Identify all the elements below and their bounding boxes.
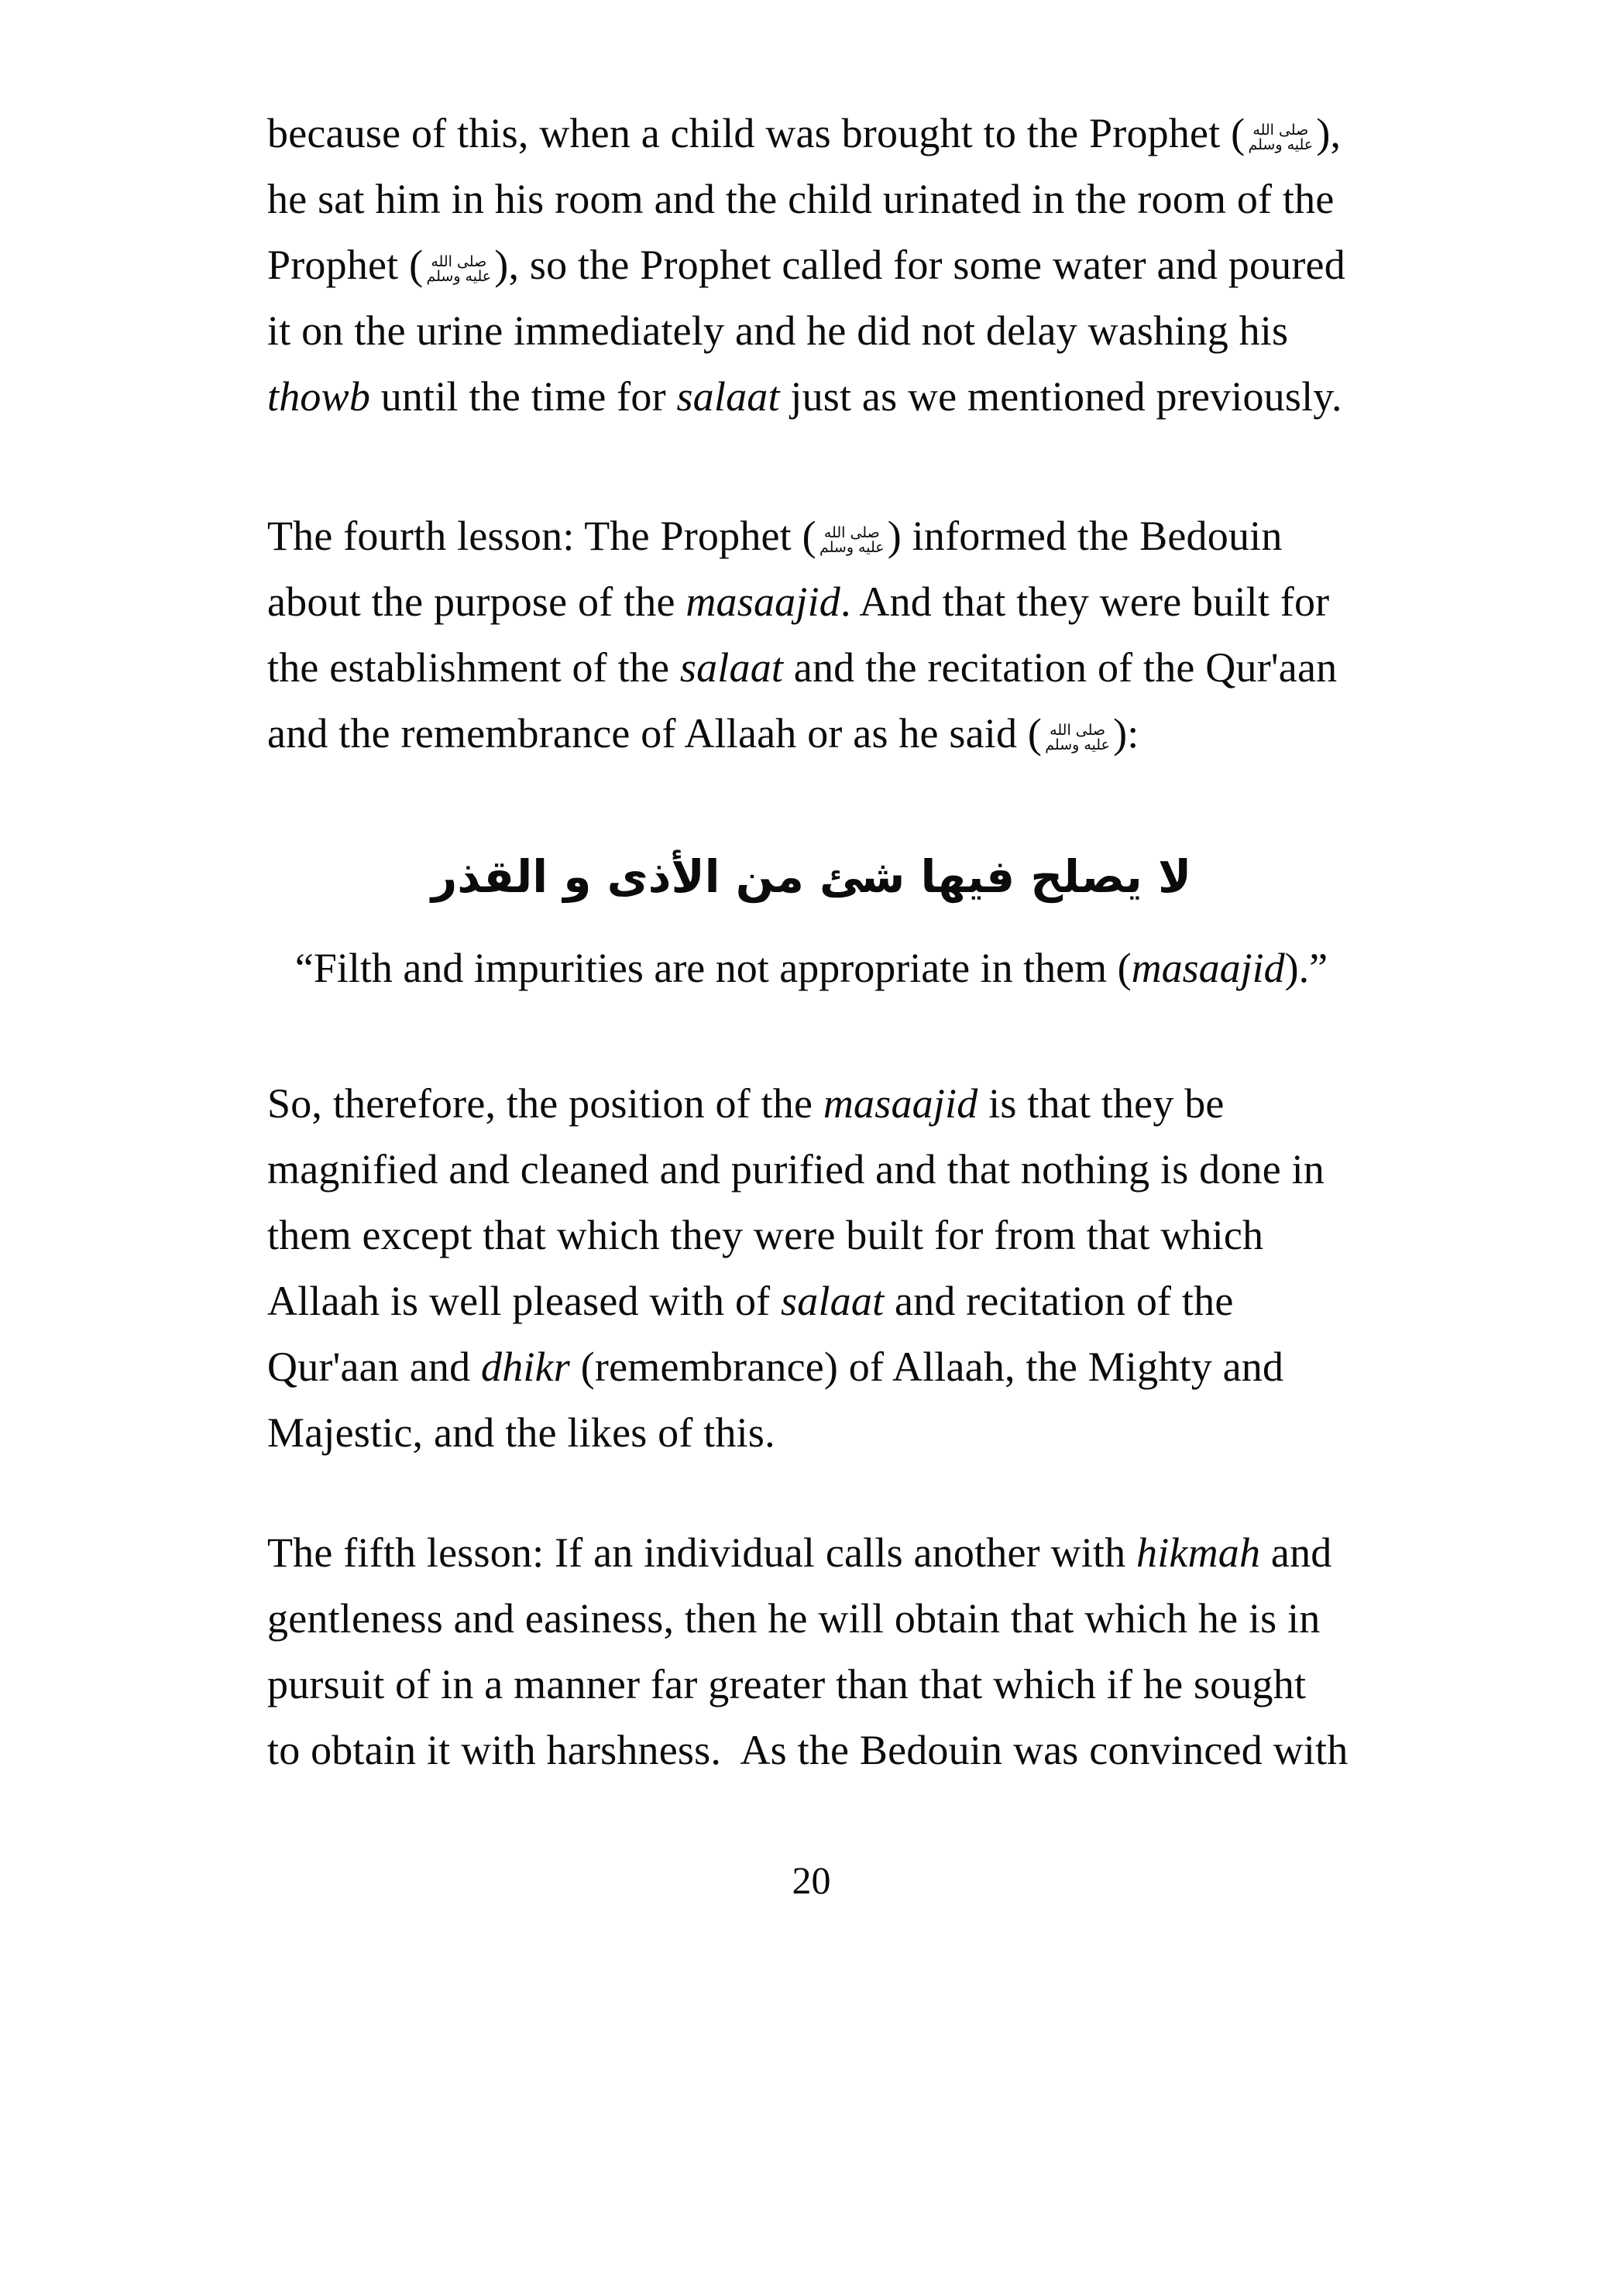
text-run: just as we mentioned previously. bbox=[779, 373, 1342, 420]
text-line bbox=[267, 701, 1355, 767]
text-line bbox=[267, 101, 1355, 166]
text-run: ), so the Prophet called for some water and poured bbox=[494, 242, 1345, 288]
text-line bbox=[267, 1334, 1355, 1400]
italic-term: masaajid bbox=[685, 578, 840, 625]
text-run: about the purpose of the bbox=[267, 578, 686, 625]
text-run: ).” bbox=[1284, 945, 1328, 991]
text-run: and the recitation of the Qur'aan bbox=[783, 644, 1338, 691]
paragraph-1 bbox=[267, 101, 1355, 430]
text-line bbox=[267, 364, 1355, 430]
text-line bbox=[267, 166, 1355, 232]
text-run: and bbox=[1260, 1529, 1332, 1576]
italic-term: salaat bbox=[676, 373, 780, 420]
text-run: the establishment of the bbox=[267, 644, 680, 691]
paragraph-3 bbox=[267, 1071, 1355, 1466]
page-number: 20 bbox=[792, 1858, 831, 1902]
sallallahu-alayhi-wasallam-symbol: صلى الله عليه وسلم bbox=[426, 252, 492, 285]
italic-term: masaajid bbox=[1131, 945, 1285, 991]
text-run: “Filth and impurities are not appropriate in them ( bbox=[294, 945, 1132, 991]
text-line bbox=[267, 1400, 1355, 1466]
text-line bbox=[267, 298, 1355, 364]
text-run: magnified and cleaned and purified and that nothing is done in bbox=[267, 1146, 1325, 1193]
text-run: Prophet ( bbox=[267, 242, 424, 288]
text-run: ), bbox=[1316, 110, 1342, 156]
text-line bbox=[267, 1203, 1355, 1268]
text-run: ): bbox=[1113, 710, 1139, 757]
text-run: (remembrance) of Allaah, the Mighty and bbox=[570, 1344, 1284, 1390]
text-run: and the remembrance of Allaah or as he said ( bbox=[267, 710, 1043, 757]
italic-term: masaajid bbox=[823, 1080, 978, 1127]
text-run: . And that they were built for bbox=[840, 578, 1330, 625]
text-run: ) informed the Bedouin bbox=[887, 513, 1283, 559]
text-run: pursuit of in a manner far greater than that which if he sought bbox=[267, 1661, 1307, 1707]
text-run: Allaah is well pleased with of bbox=[267, 1278, 782, 1324]
text-run: The fifth lesson: If an individual calls another with bbox=[267, 1529, 1137, 1576]
text-run: until the time for bbox=[370, 373, 677, 420]
text-run: is that they be bbox=[978, 1080, 1225, 1127]
sallallahu-alayhi-wasallam-symbol: صلى الله عليه وسلم bbox=[1045, 721, 1110, 753]
text-column bbox=[267, 101, 1355, 1903]
text-run: he sat him in his room and the child urinated in the room of the bbox=[267, 176, 1335, 222]
text-run: Qur'aan and bbox=[267, 1344, 482, 1390]
text-line bbox=[267, 1137, 1355, 1203]
text-line bbox=[267, 232, 1355, 298]
text-line bbox=[267, 1718, 1355, 1783]
italic-term: salaat bbox=[781, 1278, 885, 1324]
italic-term: hikmah bbox=[1136, 1529, 1261, 1576]
hadith-translation-line bbox=[267, 935, 1355, 1001]
text-run: So, therefore, the position of the bbox=[267, 1080, 823, 1127]
italic-term: thowb bbox=[267, 373, 371, 420]
text-run: them except that which they were built for from that which bbox=[267, 1212, 1264, 1258]
arabic-hadith-line: لا يصلح فيها شئ من الأذى و القذر bbox=[431, 850, 1192, 903]
text-run: Majestic, and the likes of this. bbox=[267, 1409, 775, 1456]
text-line bbox=[267, 1652, 1355, 1718]
text-line bbox=[267, 569, 1355, 635]
text-line bbox=[267, 1071, 1355, 1137]
text-run: The fourth lesson: The Prophet ( bbox=[267, 513, 816, 559]
italic-term: dhikr bbox=[481, 1344, 571, 1390]
text-line bbox=[267, 1520, 1355, 1586]
text-line bbox=[267, 1268, 1355, 1334]
paragraph-2 bbox=[267, 503, 1355, 767]
text-run: gentleness and easiness, then he will obtain that which he is in bbox=[267, 1595, 1321, 1642]
sallallahu-alayhi-wasallam-symbol: صلى الله عليه وسلم bbox=[1248, 121, 1314, 153]
text-run: and recitation of the bbox=[884, 1278, 1234, 1324]
text-line bbox=[267, 1586, 1355, 1652]
text-line bbox=[267, 503, 1355, 569]
italic-term: salaat bbox=[679, 644, 784, 691]
paragraph-4 bbox=[267, 1520, 1355, 1783]
text-run: to obtain it with harshness. As the Bedouin was convinced with bbox=[267, 1727, 1349, 1773]
text-run: it on the urine immediately and he did not delay washing his bbox=[267, 307, 1289, 354]
text-run: because of this, when a child was brought to the Prophet ( bbox=[267, 110, 1246, 156]
text-line bbox=[267, 635, 1355, 701]
sallallahu-alayhi-wasallam-symbol: صلى الله عليه وسلم bbox=[819, 523, 885, 556]
